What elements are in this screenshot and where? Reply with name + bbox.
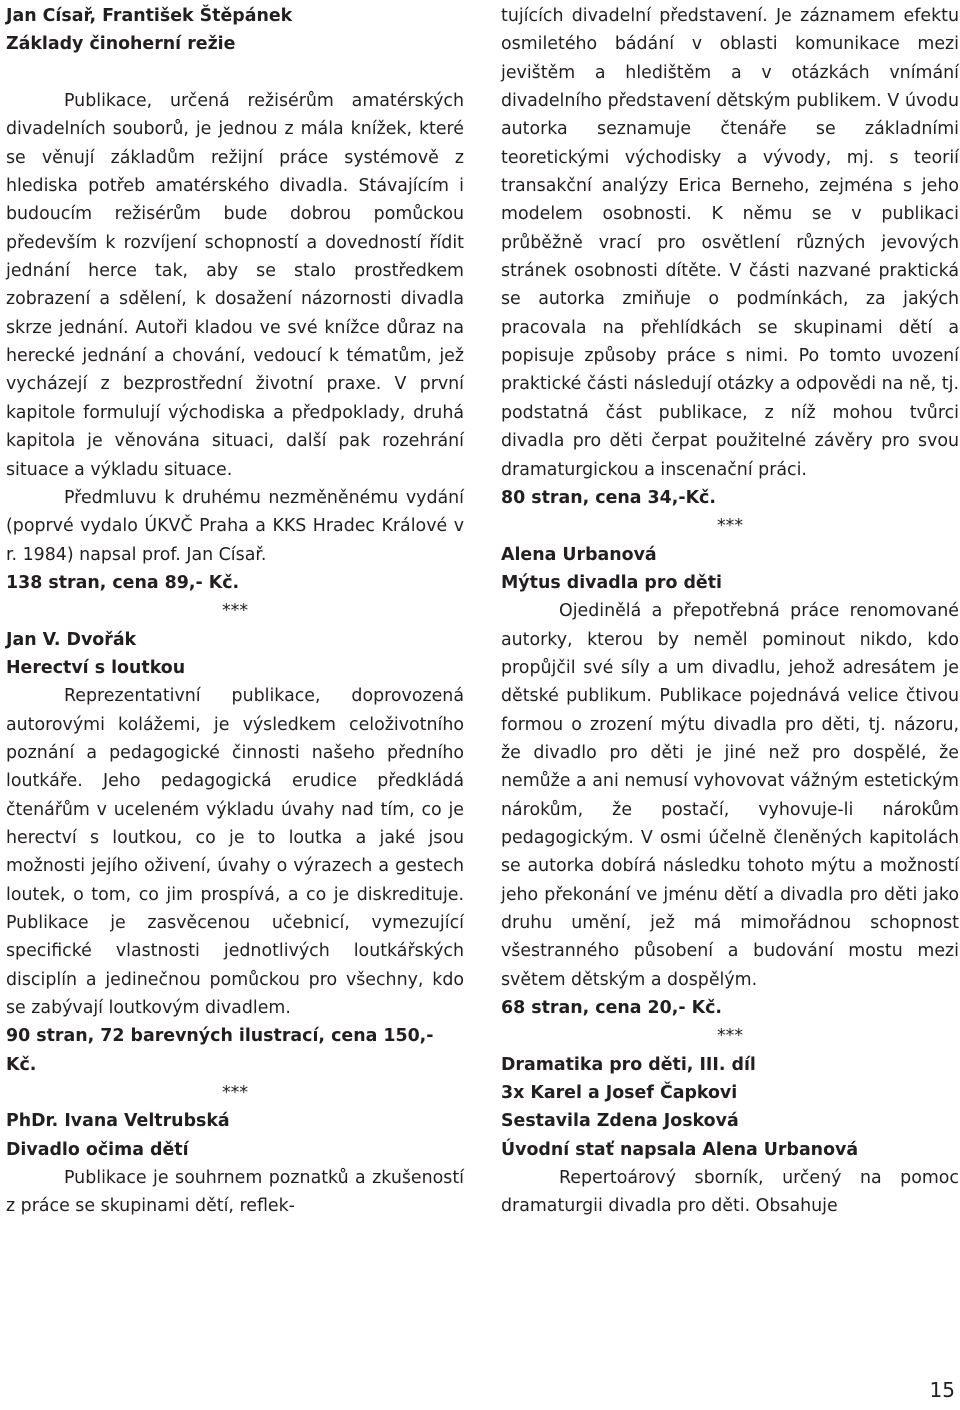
book-author: Jan V. Dvořák — [6, 629, 137, 650]
book-editor: Sestavila Zdena Josková — [501, 1111, 739, 1132]
book-price: 138 stran, cena 89,- Kč. — [6, 572, 240, 593]
book-authors: Jan Císař, František Štěpánek — [6, 6, 293, 26]
book-title: Divadlo očima dětí — [6, 1139, 189, 1160]
right-column — [501, 2, 959, 1221]
book-title: Mýtus divadla pro děti — [501, 572, 722, 593]
book-author: PhDr. Ivana Veltrubská — [6, 1111, 230, 1132]
book-author: Alena Urbanová — [501, 544, 657, 565]
book-description: Ojedinělá a přepotřebná práce renomované autorky, kterou by neměl pominout nikdo, kdo propůjčil své síly a um divadlu, jehož adresátem je dětské publikum. Publikace pojednává velice čtivou formou o zrození mýtu divadla pro děti, tj. názoru, že divadlo pro děti je jiné než pro dospělé, že nemůže a ani nemusí vyhovovat vážným estetickým nárokům, že postačí, vyhovuje-li nárokům pedagogickým. V osmi účelně členěných kapitolách se autorka dobírá následku tohoto mýtu a možností jeho překonání ve jménu dětí a divadla pro děti jako druhu umění, jež má mimořádnou schopnost všestranného působení a budování mostu mezi světem dětským a dospělým. — [501, 601, 959, 990]
book-subtitle: 3x Karel a Josef Čapkovi — [501, 1083, 738, 1104]
page-number: 15 — [929, 1378, 955, 1402]
book-description: Publikace, určená režisérům amatérských divadelních souborů, je jednou z mála knížek, které se věnují základům režijní práce systémově z hlediska potřeb amatérského divadla. Stávajícím i budoucím režisérům bude dobrou pomůckou především k rozvíjení schopností a dovedností řídit jednání herce tak, aby se stalo prostředkem zobrazení a sdělení, k dosažení názornosti divadla skrze jednání. Autoři kladou ve své knížce důraz na herecké jednání a chování, vedoucí k tématům, jež vycházejí z bezprostřední životní praxe. V první kapitole formulují východiska a předpoklady, druhá kapitola je věnována situaci, další pak rozehrání situace a výkladu situace. — [6, 91, 464, 480]
book-description-note: Předmluvu k druhému nezměněnému vydání (poprvé vydalo ÚKVČ Praha a KKS Hradec Králové v r. 1984) napsal prof. Jan Císař. — [6, 487, 464, 565]
book-description-continued: tujících divadelní představení. Je záznamem efektu osmiletého bádání v oblasti komunikace mezi jevištěm a hledištěm a v otázkách vnímání divadelního představení dětským publikem. V úvodu autorka seznamuje čtenáře se základními teoretickými východisky a vývody, mj. s teorií transakční analýzy Erica Berneho, zejména s jeho modelem osobnosti. K němu se v publikaci průběžně vrací pro osvětlení různých jevových stránek osobnosti dítěte. V části nazvané praktická se autorka zmiňuje o podmínkách, za jakých pracovala na přehlídkách se skupinami dětí a popisuje způsoby práce s nimi. Po tomto uvození praktické části následují otázky a odpovědi na ně, tj. podstatná část publikace, z níž mohou tvůrci divadla pro děti čerpat použitelné závěry pro svou dramaturgickou a inscenační práci. — [501, 6, 959, 480]
book-title: Herectví s loutkou — [6, 657, 186, 678]
book-price: 90 stran, 72 barevných ilustrací, cena 150,- Kč. — [6, 1026, 434, 1075]
book-description: Repertoárový sborník, určený na pomoc dramaturgii divadla pro děti. Obsahuje — [501, 1168, 959, 1217]
separator: *** — [221, 601, 249, 622]
book-title: Dramatika pro děti, III. díl — [501, 1054, 756, 1075]
separator: *** — [716, 1026, 744, 1047]
book-intro-author: Úvodní stať napsala Alena Urbanová — [501, 1139, 859, 1160]
book-price: 68 stran, cena 20,- Kč. — [501, 998, 723, 1019]
book-description: Publikace je souhrnem poznatků a zkušeností z práce se skupinami dětí, reflek- — [6, 1168, 464, 1217]
separator: *** — [221, 1083, 249, 1104]
spacer — [6, 59, 464, 87]
book-price: 80 stran, cena 34,-Kč. — [501, 487, 716, 508]
book-description: Reprezentativní publikace, doprovozená autorovými kolážemi, je výsledkem celoživotního poznání a pedagogické činnosti našeho předního loutkáře. Jeho pedagogická erudice předkládá čtenářům v uceleném výkladu úvahy nad tím, co je herectví s loutkou, co je to loutka a jaké jsou možnosti jejího oživení, úvahy o výrazech a gestech loutek, o tom, co jim prospívá, a co je diskredituje. Publikace je zasvěcenou učebnicí, vymezující specifické vlastnosti jednotlivých loutkářských disciplín a jedinečnou pomůckou pro všechny, kdo se zabývají loutkovým divadlem. — [6, 686, 464, 1019]
book-title: Základy činoherní režie — [6, 34, 236, 55]
separator: *** — [716, 516, 744, 537]
left-column — [6, 2, 464, 1221]
